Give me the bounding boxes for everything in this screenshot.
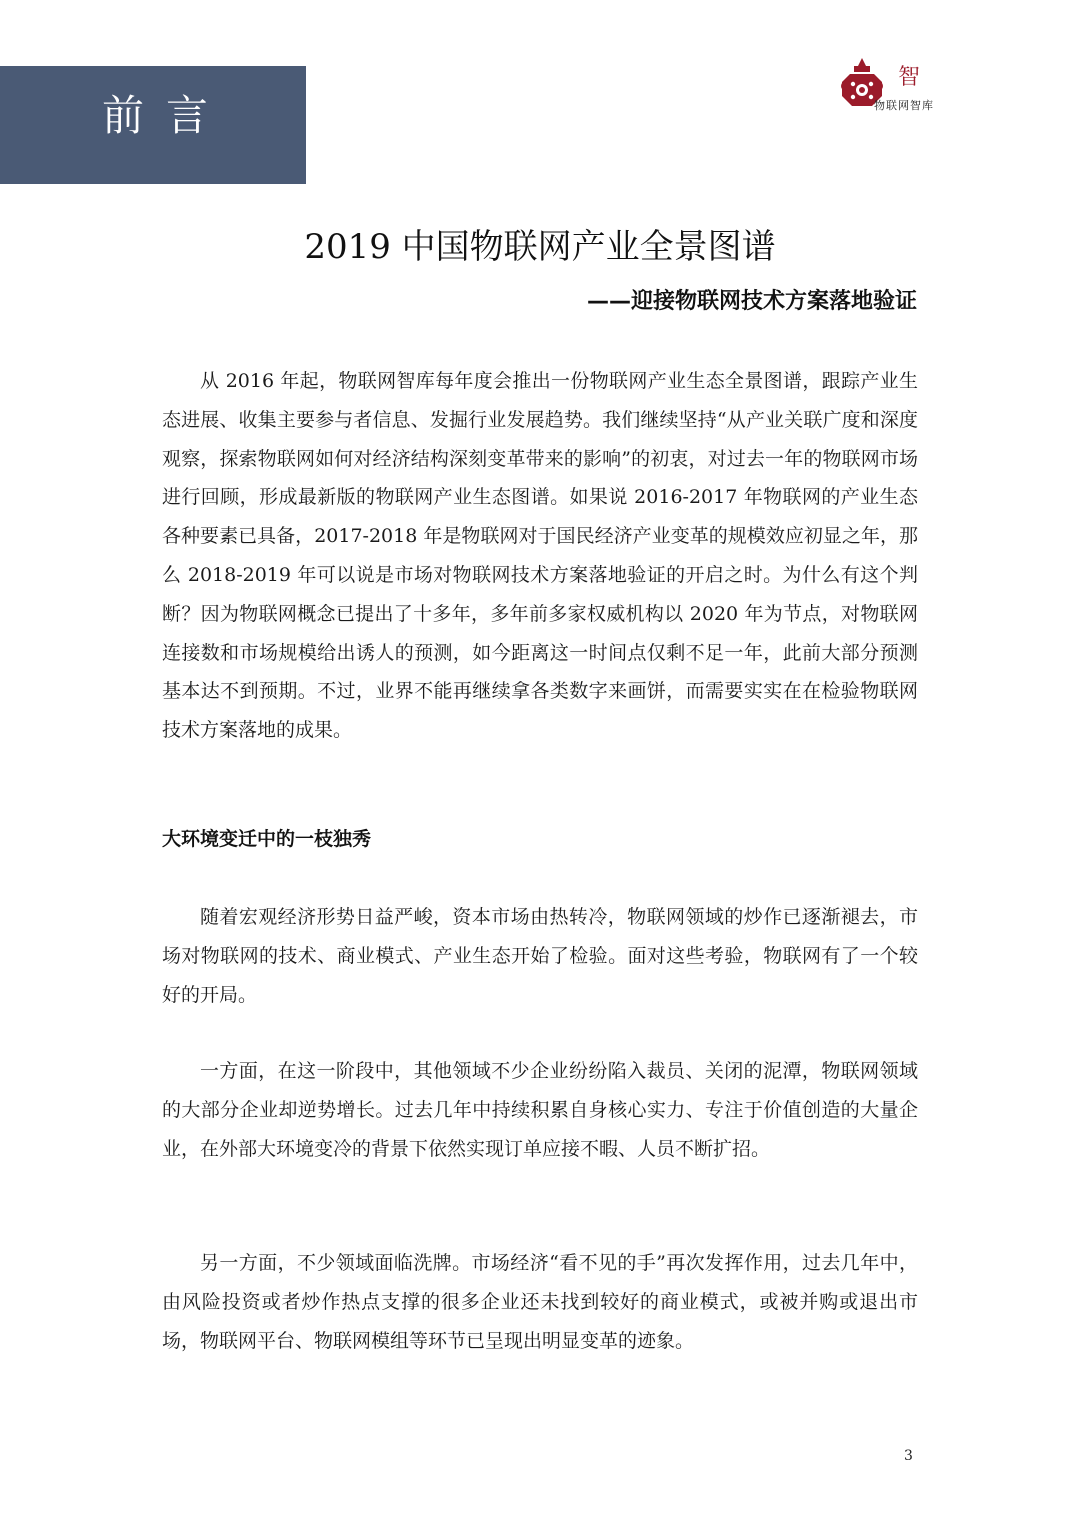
- logo-char: 智: [898, 65, 921, 90]
- page-title: 2019 中国物联网产业全景图谱: [304, 227, 776, 267]
- logo-text: 物联网智库: [874, 99, 934, 112]
- paragraph-2: 随着宏观经济形势日益严峻，资本市场由热转冷，物联网领域的炒作已逐渐褪去，市场对物联网的技术、商业模式、产业生态开始了检验。面对这些考验，物联网有了一个较好的开局。: [162, 906, 918, 1006]
- section-heading: 大环境变迁中的一枝独秀: [162, 828, 372, 850]
- paragraph-4: 另一方面，不少领域面临洗牌。市场经济“看不见的手”再次发挥作用，过去几年中，由风险投资或者炒作热点支撑的很多企业还未找到较好的商业模式，或被并购或退出市场，物联网平台、物联网模组等环节已呈现出明显变革的迹象。: [162, 1252, 918, 1352]
- paragraph-3: 一方面，在这一阶段中，其他领域不少企业纷纷陷入裁员、关闭的泥潭，物联网领域的大部分企业却逆势增长。过去几年中持续积累自身核心实力、专注于价值创造的大量企业，在外部大环境变冷的背景下依然实现订单应接不暇、人员不断扩招。: [162, 1060, 918, 1160]
- page-number: 3: [904, 1448, 913, 1464]
- paragraph-intro: 从 2016 年起，物联网智库每年度会推出一份物联网产业生态全景图谱，跟踪产业生态进展、收集主要参与者信息、发掘行业发展趋势。我们继续坚持“从产业关联广度和深度观察，探索物联网如何对经济结构深刻变革带来的影响”的初衷，对过去一年的物联网市场进行回顾，形成最新版的物联网产业生态图谱。如果说 2016-2017 年物联网的产业生态各种要素已具备，2017-2018 年是物联网对于国民经济产业变革的规模效应初显之年，那么 2018-2019 年可以说是市场对物联网技术方案落地验证的开启之时。为什么有这个判断？因为物联网概念已提出了十多年，多年前多家权威机构以 2020 年为节点，对物联网连接数和市场规模给出诱人的预测，如今距离这一时间点仅剩不足一年，此前大部分预测基本达不到预期。不过，业界不能再继续拿各类数字来画饼，而需要实实在在检验物联网技术方案落地的成果。: [162, 370, 918, 742]
- page-subtitle: ——迎接物联网技术方案落地验证: [586, 289, 917, 314]
- section-title: 前言: [102, 91, 231, 140]
